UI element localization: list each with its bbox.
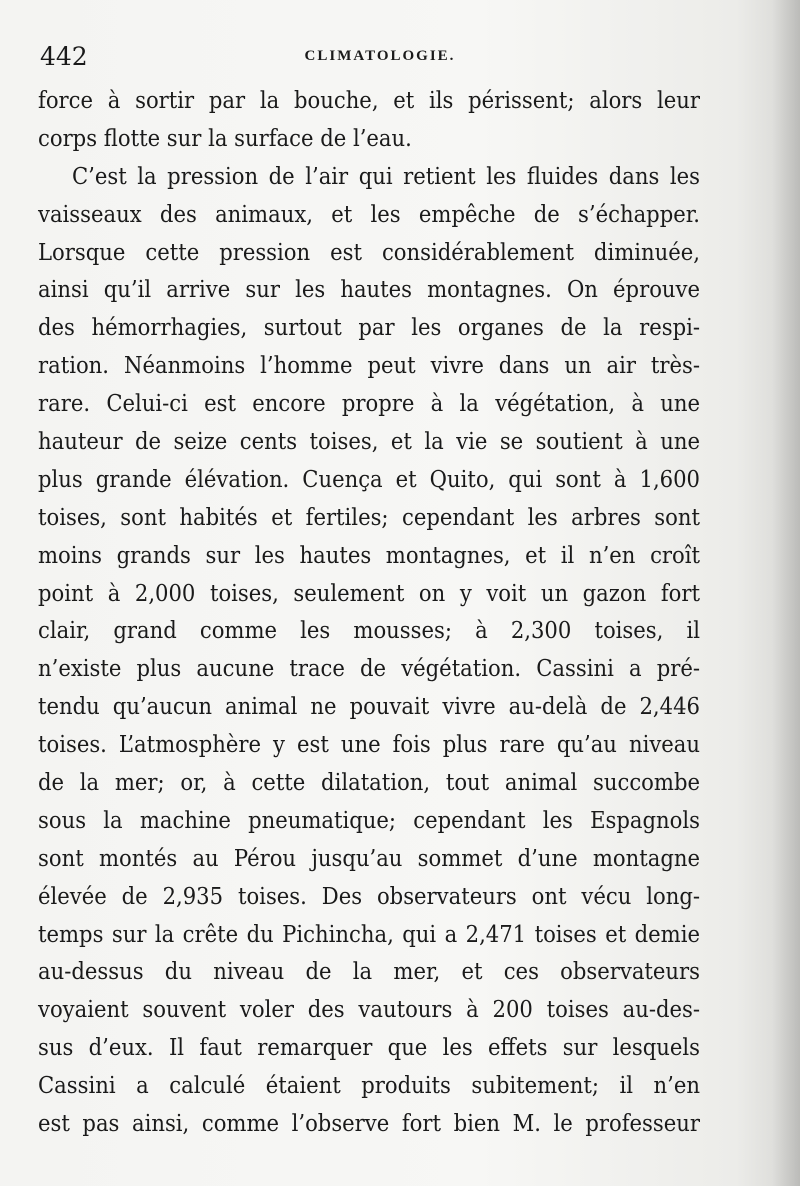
text-line: de la mer; or, à cette dilatation, tout animal succombe [38,768,700,797]
text-line: au-dessus du niveau de la mer, et ces observateurs [38,957,700,986]
text-line: des hémorrhagies, surtout par les organes de la respi- [38,313,700,342]
text-line: hauteur de seize cents toises, et la vie se soutient à une [38,427,700,456]
text-line: est pas ainsi, comme l’observe fort bien M. le professeur [38,1109,700,1138]
running-head [40,42,720,76]
text-line: plus grande élévation. Cuença et Quito, qui sont à 1,600 [38,464,700,493]
text-line: vaisseaux des animaux, et les empêche de s’échapper. [38,199,700,228]
text-line: tendu qu’aucun animal ne pouvait vivre au-delà de 2,446 [38,692,700,721]
text-line: C’est la pression de l’air qui retient les fluides dans les [72,161,700,190]
text-line: voyaient souvent voler des vautours à 200 toises au-des- [38,995,700,1024]
text-line: toises, sont habités et fertiles; cependant les arbres sont [38,502,700,531]
text-line: point à 2,000 toises, seulement on y voit un gazon fort [38,578,700,607]
text-line: sous la machine pneumatique; cependant les Espagnols [38,805,700,834]
text-line: toises. L’atmosphère y est une fois plus rare qu’au niveau [38,730,700,759]
text-line: élevée de 2,935 toises. Des observateurs ont vécu long- [38,881,700,910]
text-line: temps sur la crête du Pichincha, qui a 2,471 toises et demie [38,919,700,948]
text-line: ainsi qu’il arrive sur les hautes montagnes. On éprouve [38,275,700,304]
text-line: Cassini a calculé étaient produits subitement; il n’en [38,1071,700,1100]
text-line: rare. Celui-ci est encore propre à la végétation, à une [38,389,700,418]
text-line: n’existe plus aucune trace de végétation. Cassini a pré- [38,654,700,683]
text-line: sont montés au Pérou jusqu’au sommet d’une montagne [38,843,700,872]
text-line: force à sortir par la bouche, et ils périssent; alors leur [38,86,700,114]
text-line: moins grands sur les hautes montagnes, et il n’en croît [38,540,700,569]
body-text [38,82,700,1143]
text-line: ration. Néanmoins l’homme peut vivre dans un air très- [38,351,700,380]
page-edge-shadow [772,0,800,1186]
text-line: sus d’eux. Il faut remarquer que les effets sur lesquels [38,1033,700,1062]
text-line: clair, grand comme les mousses; à 2,300 toises, il [38,616,700,645]
text-line: Lorsque cette pression est considérablement diminuée, [38,237,700,266]
page-number: 442 [40,42,88,71]
text-line: corps flotte sur la surface de l’eau. [38,123,412,152]
running-title: CLIMATOLOGIE. [304,48,456,64]
